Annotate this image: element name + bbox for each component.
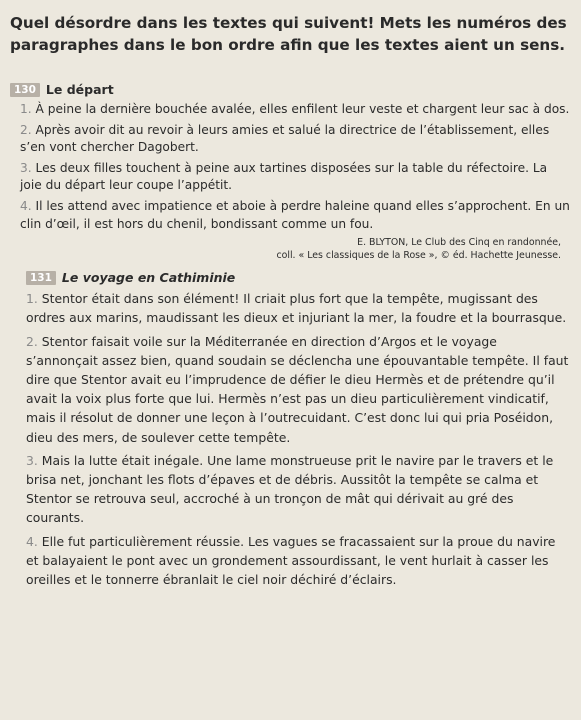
- paragraph-number: 1.: [26, 291, 38, 307]
- paragraph: [10, 198, 571, 233]
- paragraph-text: Stentor faisait voile sur la Méditerranée en direction d’Argos et le voyage s’annonçait assez bien, quand soudain se déclencha une épouvantable tempête. Il faut dire que Stentor avait eu l’imprudence de défier le dieu Hermès et de prétendre qu’il avait la voix plus forte que lui. Hermès n’est pas un dieu particulièrement vindicatif, mais il résolut de donner une leçon à l’outrecuidant. C’est donc lui qui pria Poséidon, dieu des mers, de soulever cette tempête.: [26, 333, 569, 445]
- paragraph-number: 1.: [20, 102, 32, 116]
- paragraph-number: 4.: [20, 198, 32, 213]
- exercise-title: Le voyage en Cathiminie: [61, 270, 236, 286]
- exercise-title: Le départ: [45, 82, 114, 97]
- paragraph-number: 4.: [26, 533, 38, 549]
- paragraph: [10, 160, 571, 195]
- credit-line: E. BLYTON, Le Club des Cinq en randonnée,: [357, 237, 561, 249]
- paragraph-text: Il les attend avec impatience et aboie à perdre haleine quand elles s’approchent. En un clin d’œil, il est hors du chenil, bondissant comme un fou.: [20, 198, 570, 231]
- paragraph-number: 2.: [20, 122, 32, 137]
- paragraph: [26, 289, 571, 327]
- paragraph-text: Elle fut particulièrement réussie. Les vagues se fracassaient sur la proue du navire et balayaient le pont avec un grondement assourdissant, le vent hurlait à casser les oreilles et le tonnerre ébranlait le ciel noir déchiré d’éclairs.: [26, 533, 556, 587]
- paragraph-text: À peine la dernière bouchée avalée, elles enfilent leur veste et chargent leur sac à dos.: [35, 102, 570, 116]
- paragraph-number: 2.: [26, 333, 38, 349]
- exercise-number-badge: 130: [10, 83, 40, 97]
- paragraph: [26, 332, 571, 447]
- instruction-text: Quel désordre dans les textes qui suivent! Mets les numéros des paragraphes dans le bon ordre afin que les textes aient un sens.: [10, 14, 567, 54]
- exercise-131: [10, 270, 571, 589]
- paragraph-text: Les deux filles touchent à peine aux tartines disposées sur la table du réfectoire. La joie du départ leur coupe l’appétit.: [20, 160, 548, 193]
- paragraph: [10, 122, 571, 157]
- paragraph-text: Mais la lutte était inégale. Une lame monstrueuse prit le navire par le travers et le brisa net, jonchant les flots d’épaves et de débris. Aussitôt la tempête se calma et Stentor se retrouva seul, accroché à un tronçon de mât qui dérivait au gré des courants.: [26, 452, 554, 526]
- exercise-header: [26, 270, 571, 285]
- exercise-130: [10, 82, 571, 262]
- paragraph-text: Stentor était dans son élément! Il criait plus fort que la tempête, mugissant des ordres aux marins, maudissant les dieux et injuriant la mer, la foudre et la bourrasque.: [26, 291, 567, 326]
- paragraph: [26, 451, 571, 528]
- paragraph-text: Après avoir dit au revoir à leurs amies et salué la directrice de l’établissement, elles s’en vont chercher Dagobert.: [20, 122, 550, 155]
- credit-line: coll. « Les classiques de la Rose », © éd. Hachette Jeunesse.: [276, 250, 561, 262]
- paragraph: [10, 101, 571, 119]
- paragraph-number: 3.: [20, 160, 32, 175]
- exercise-header: [10, 82, 571, 97]
- exercise-number-badge: 131: [26, 271, 56, 285]
- paragraph-number: 3.: [26, 452, 38, 468]
- source-credit: [10, 236, 561, 262]
- paragraph: [26, 532, 571, 590]
